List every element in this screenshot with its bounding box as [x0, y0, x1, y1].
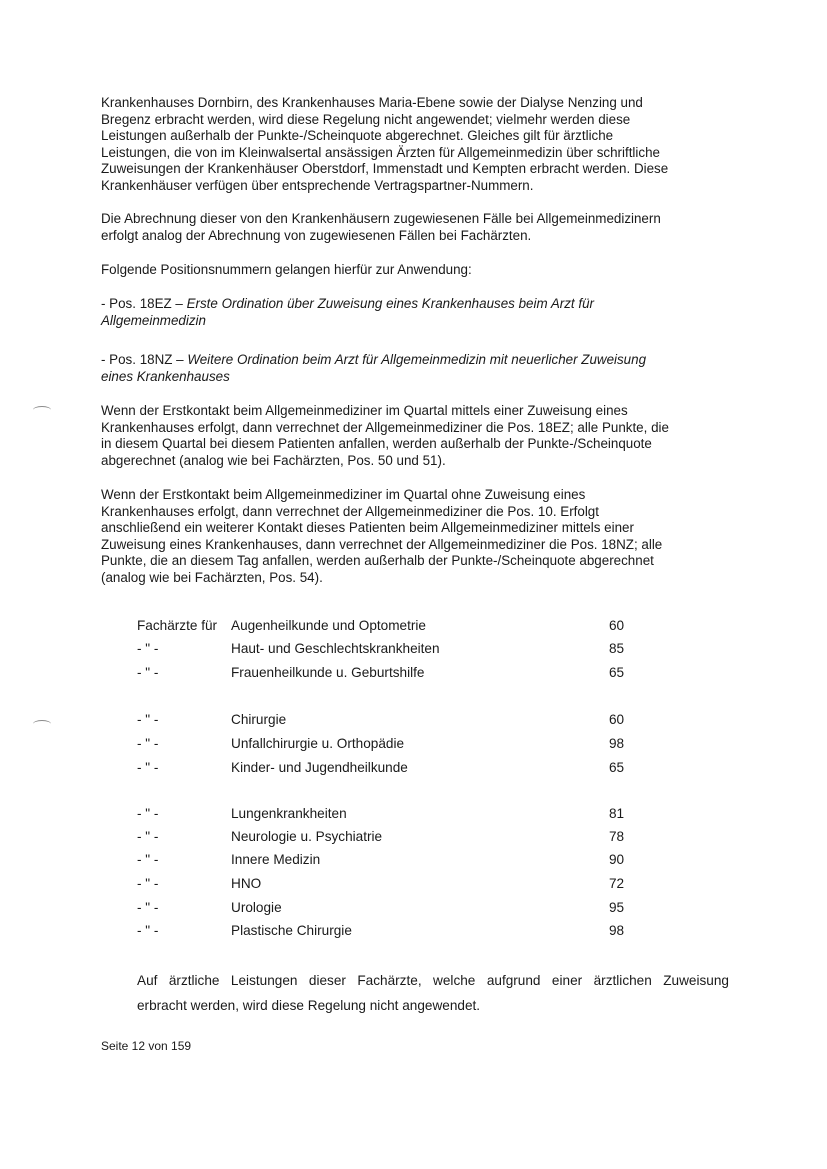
paragraph-abrechnung [101, 211, 726, 244]
row-value: 65 [609, 665, 625, 680]
row-prefix: - " - [137, 876, 159, 891]
paragraph-positionsnummern: Folgende Positionsnummern gelangen hierfür zur Anwendung: [101, 262, 472, 277]
text-line: Auf ärztliche Leistungen dieser Fachärzte, welche aufgrund einer ärztlichen Zuweisung [137, 973, 729, 988]
position-description: eines Krankenhauses [101, 368, 230, 384]
text-line: Zuweisung eines Krankenhauses, dann verrechnet der Allgemeinmediziner die Pos. 18NZ; alle [101, 536, 663, 552]
text-line: Punkte, die an diesem Tag anfallen, werden außerhalb der Punkte-/Scheinquote abgerechnet [101, 553, 654, 569]
position-code: - Pos. 18EZ – [101, 296, 187, 311]
row-value: 98 [609, 923, 625, 938]
row-fachgebiet: Haut- und Geschlechtskrankheiten [231, 641, 440, 656]
text-line: Bregenz erbracht werden, wird diese Regelung nicht angewendet; vielmehr werden diese [101, 111, 631, 127]
row-value: 65 [609, 760, 625, 775]
row-fachgebiet: Augenheilkunde und Optometrie [231, 618, 426, 633]
row-fachgebiet: Unfallchirurgie u. Orthopädie [231, 736, 405, 751]
row-prefix: - " - [137, 852, 159, 867]
text-line: in diesem Quartal bei diesem Patienten anfallen, werden außerhalb der Punkte-/Scheinquote [101, 436, 652, 452]
row-prefix: - " - [137, 923, 159, 938]
page-number: Seite 12 von 159 [101, 1039, 192, 1053]
row-value: 90 [609, 852, 625, 867]
row-fachgebiet: Kinder- und Jugendheilkunde [231, 760, 408, 775]
row-value: 95 [609, 900, 625, 915]
row-fachgebiet: Plastische Chirurgie [231, 923, 352, 938]
table-row [0, 760, 827, 780]
table-row [0, 618, 827, 638]
table-row [0, 852, 827, 872]
text-line: Zuweisungen der Krankenhäuser Oberstdorf, Immenstadt und Kempten erbracht werden. Diese [101, 161, 669, 177]
row-value: 60 [609, 712, 625, 727]
position-18ez [101, 296, 726, 329]
row-value: 72 [609, 876, 625, 891]
row-value: 78 [609, 829, 625, 844]
table-row [0, 876, 827, 896]
row-fachgebiet: Neurologie u. Psychiatrie [231, 829, 383, 844]
row-value: 98 [609, 736, 625, 751]
table-row [0, 829, 827, 849]
text-line: Wenn der Erstkontakt beim Allgemeinmediziner im Quartal ohne Zuweisung eines [101, 487, 586, 502]
text-line: abgerechnet (analog wie bei Fachärzten, Pos. 50 und 51). [101, 452, 446, 468]
table-row [0, 641, 827, 661]
table-row [0, 736, 827, 756]
table-row [0, 712, 827, 732]
row-prefix: - " - [137, 900, 159, 915]
table-row [0, 665, 827, 685]
row-fachgebiet: Urologie [231, 900, 282, 915]
text-line: Leistungen außerhalb der Punkte-/Scheinquote abgerechnet. Gleiches gilt für ärztliche [101, 128, 614, 144]
row-fachgebiet: HNO [231, 876, 262, 891]
text-line: Krankenhauses erfolgt, dann verrechnet der Allgemeinmediziner die Pos. 18EZ; alle Punkte, die [101, 419, 669, 435]
row-prefix: - " - [137, 736, 159, 751]
paragraph-schlussbemerkung [137, 968, 729, 1018]
text-line: anschließend ein weiterer Kontakt dieses Patienten beim Allgemeinmediziner mittels einer [101, 520, 634, 536]
row-prefix: - " - [137, 760, 159, 775]
row-fachgebiet: Innere Medizin [231, 852, 321, 867]
table-row [0, 900, 827, 920]
position-18nz [101, 352, 726, 385]
table-row [0, 923, 827, 943]
position-description: Erste Ordination über Zuweisung eines Krankenhauses beim Arzt für [186, 296, 594, 311]
paragraph-krankenhaus-regelung [101, 95, 726, 195]
row-fachgebiet: Chirurgie [231, 712, 287, 727]
paragraph-erstkontakt-mit-zuweisung [101, 403, 726, 469]
row-prefix: - " - [137, 806, 159, 821]
text-line: Krankenhäuser verfügen über entsprechende Vertragspartner-Nummern. [101, 177, 534, 193]
position-code: - Pos. 18NZ – [101, 352, 188, 367]
text-line: erfolgt analog der Abrechnung von zugewiesenen Fällen bei Fachärzten. [101, 227, 532, 243]
text-line: erbracht werden, wird diese Regelung nicht angewendet. [137, 998, 481, 1013]
row-prefix: - " - [137, 665, 159, 680]
punch-hole-mark [33, 406, 51, 414]
text-line: Leistungen, die von im Kleinwalsertal ansässigen Ärzten für Allgemeinmedizin über schriftliche [101, 144, 660, 160]
text-line: (analog wie bei Fachärzten, Pos. 54). [101, 569, 323, 585]
position-description: Allgemeinmedizin [101, 312, 206, 328]
position-description: Weitere Ordination beim Arzt für Allgemeinmedizin mit neuerlicher Zuweisung [187, 352, 647, 367]
row-value: 85 [609, 641, 625, 656]
text-line: Krankenhauses Dornbirn, des Krankenhauses Maria-Ebene sowie der Dialyse Nenzing und [101, 95, 643, 110]
row-fachgebiet: Lungenkrankheiten [231, 806, 347, 821]
row-prefix: Fachärzte für [137, 618, 218, 633]
text-line: Die Abrechnung dieser von den Krankenhäusern zugewiesenen Fälle bei Allgemeinmedizinern [101, 211, 661, 226]
punch-hole-mark [33, 720, 51, 728]
text-line: Krankenhauses erfolgt, dann verrechnet der Allgemeinmediziner die Pos. 10. Erfolgt [101, 503, 599, 519]
paragraph-erstkontakt-ohne-zuweisung [101, 487, 726, 587]
row-fachgebiet: Frauenheilkunde u. Geburtshilfe [231, 665, 425, 680]
table-row [0, 806, 827, 826]
row-value: 60 [609, 618, 625, 633]
text-line: Wenn der Erstkontakt beim Allgemeinmediziner im Quartal mittels einer Zuweisung eines [101, 403, 628, 418]
row-value: 81 [609, 806, 625, 821]
row-prefix: - " - [137, 712, 159, 727]
row-prefix: - " - [137, 829, 159, 844]
row-prefix: - " - [137, 641, 159, 656]
